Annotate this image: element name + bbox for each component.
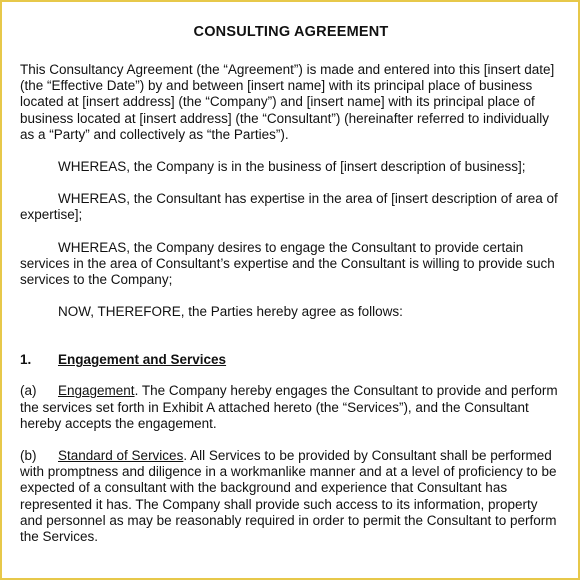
clause-label: (a) [20,383,37,399]
clause-caption: Standard of Services [58,448,184,464]
whereas-clause-3: WHEREAS, the Company desires to engage the Consultant to provide certain services in the area of Consultant’s expertise and the Consultant is willing to provide such services to the Company; [20,239,555,288]
document-title: CONSULTING AGREEMENT [193,24,389,40]
intro-paragraph: This Consultancy Agreement (the “Agreement”) is made and entered into this [insert date] (the “Effective Date”) by and between [insert name] with its principal place of business located at [insert address] (the “Company”) and [insert name] with its principal place of business located at [insert address] (the “Consultant”) (hereinafter referred to individually as a “Party” and collectively as “the Parties”). [20,62,555,142]
whereas-clause-2: WHEREAS, the Consultant has expertise in the area of [insert description of area of expertise]; [20,191,558,223]
clause-text: . All Services to be provided by Consultant shall be performed with promptness and diligence in a workmanlike manner and at a level of proficiency to be expected of a consultant with the background and experience that Consultant has represented it has. The Company shall provide such access to its information, property and personnel as may be reasonably required in order to permit the Consultant to perform the Services. [20,448,557,545]
section-number: 1. [20,352,32,368]
clause-text: . The Company hereby engages the Consultant to provide and perform the services set forth in Exhibit A attached hereto (the “Services”), and the Consultant hereby accepts the engagement. [20,383,558,431]
document-body [20,22,562,561]
section-title: Engagement and Services [58,352,227,368]
section-heading [20,352,562,367]
clause-engagement [20,383,562,432]
clause-caption: Engagement [58,383,135,399]
clause-label: (b) [20,448,37,464]
now-therefore-clause: NOW, THEREFORE, the Parties hereby agree as follows: [58,304,403,320]
clause-standard-of-services [20,448,562,545]
whereas-clause-1: WHEREAS, the Company is in the business of [insert description of business]; [58,159,526,175]
